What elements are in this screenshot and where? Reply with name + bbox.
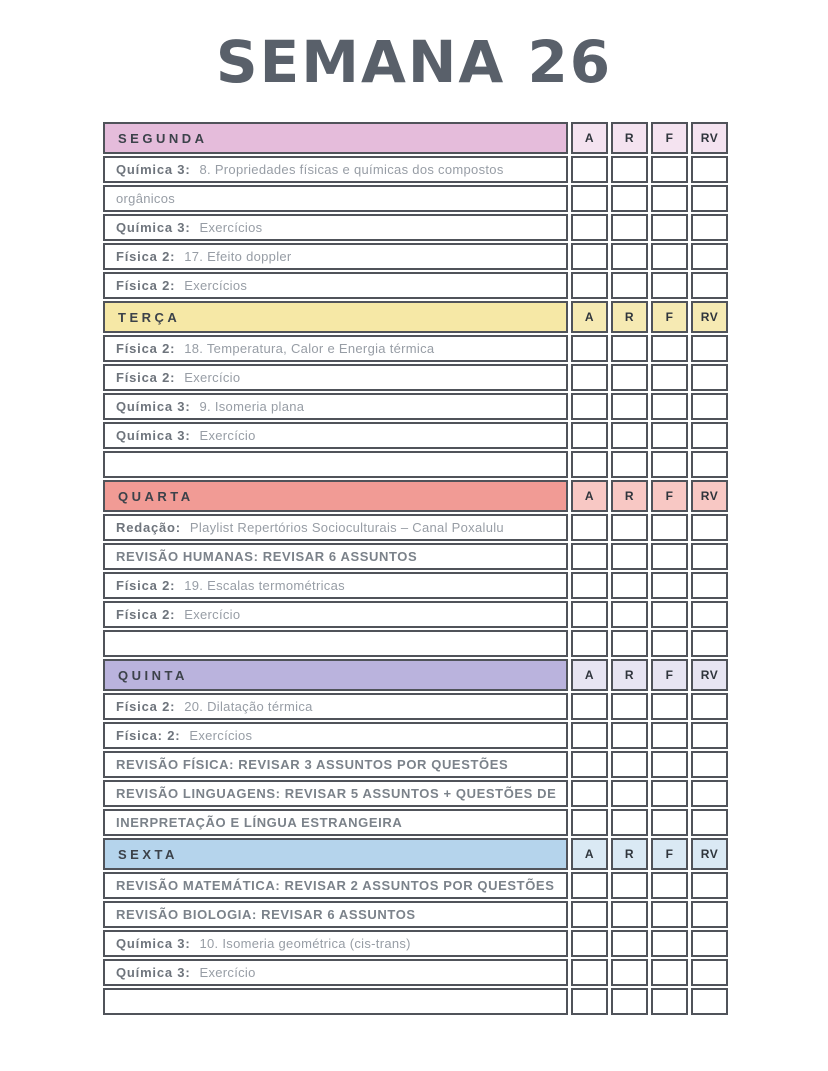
check-cell-r[interactable] <box>611 335 648 362</box>
check-cell-r[interactable] <box>611 514 648 541</box>
task-subject-label: Química 3: <box>116 936 191 951</box>
check-cell-f[interactable] <box>651 751 688 778</box>
task-text: 17. Efeito doppler <box>184 249 292 264</box>
task-subject-label: Física 2: <box>116 699 176 714</box>
check-cell-a[interactable] <box>571 901 608 928</box>
check-cell-rv[interactable] <box>691 601 728 628</box>
check-cell-a[interactable] <box>571 809 608 836</box>
check-cell-a[interactable] <box>571 214 608 241</box>
task-text: REVISÃO LINGUAGENS: REVISAR 5 ASSUNTOS + QUESTÕES DE <box>116 786 557 801</box>
check-cell-a[interactable] <box>571 959 608 986</box>
check-cell-a[interactable] <box>571 630 608 657</box>
task-subject-label: Física 2: <box>116 278 176 293</box>
check-cell-a[interactable] <box>571 451 608 478</box>
task-text: Exercício <box>184 607 241 622</box>
check-cell-a[interactable] <box>571 514 608 541</box>
check-cell-rv[interactable] <box>691 872 728 899</box>
task-subject-label: Química 3: <box>116 965 191 980</box>
task-row <box>103 364 568 391</box>
task-row <box>103 751 568 778</box>
check-column-header-r-quarta: R <box>611 480 648 512</box>
check-cell-f[interactable] <box>651 780 688 807</box>
check-cell-f[interactable] <box>651 514 688 541</box>
check-cell-a[interactable] <box>571 572 608 599</box>
check-cell-f[interactable] <box>651 988 688 1015</box>
task-text: Exercício <box>184 370 241 385</box>
day-header-segunda: SEGUNDA <box>103 122 568 154</box>
check-column-header-a-quinta: A <box>571 659 608 691</box>
task-text: 8. Propriedades físicas e químicas dos compostos <box>199 162 504 177</box>
task-text: REVISÃO HUMANAS: REVISAR 6 ASSUNTOS <box>116 549 418 564</box>
task-subject-label: Química 3: <box>116 399 191 414</box>
task-row <box>103 156 568 183</box>
day-header-quinta: QUINTA <box>103 659 568 691</box>
check-column-header-f-quinta: F <box>651 659 688 691</box>
check-cell-r[interactable] <box>611 872 648 899</box>
task-row <box>103 959 568 986</box>
check-column-header-r-segunda: R <box>611 122 648 154</box>
check-cell-rv[interactable] <box>691 630 728 657</box>
check-cell-r[interactable] <box>611 722 648 749</box>
check-column-header-f-sexta: F <box>651 838 688 870</box>
check-cell-rv[interactable] <box>691 780 728 807</box>
check-cell-r[interactable] <box>611 422 648 449</box>
check-cell-rv[interactable] <box>691 572 728 599</box>
check-cell-r[interactable] <box>611 572 648 599</box>
task-text: Exercícios <box>189 728 253 743</box>
task-row <box>103 243 568 270</box>
check-column-header-a-terca: A <box>571 301 608 333</box>
task-subject-label: Física 2: <box>116 578 176 593</box>
check-cell-rv[interactable] <box>691 901 728 928</box>
check-cell-f[interactable] <box>651 930 688 957</box>
check-cell-a[interactable] <box>571 780 608 807</box>
check-cell-r[interactable] <box>611 809 648 836</box>
check-column-header-a-segunda: A <box>571 122 608 154</box>
check-column-header-f-segunda: F <box>651 122 688 154</box>
check-cell-rv[interactable] <box>691 930 728 957</box>
task-row <box>103 572 568 599</box>
check-column-header-r-terca: R <box>611 301 648 333</box>
day-header-quarta: QUARTA <box>103 480 568 512</box>
check-cell-r[interactable] <box>611 901 648 928</box>
check-cell-f[interactable] <box>651 901 688 928</box>
task-row <box>103 335 568 362</box>
task-subject-label: Química 3: <box>116 428 191 443</box>
check-cell-a[interactable] <box>571 393 608 420</box>
check-cell-f[interactable] <box>651 272 688 299</box>
check-cell-r[interactable] <box>611 185 648 212</box>
check-cell-r[interactable] <box>611 780 648 807</box>
check-cell-rv[interactable] <box>691 364 728 391</box>
task-row <box>103 393 568 420</box>
task-subject-label: Química 3: <box>116 220 191 235</box>
check-column-header-rv-quarta: RV <box>691 480 728 512</box>
check-cell-rv[interactable] <box>691 214 728 241</box>
task-subject-label: Física 2: <box>116 249 176 264</box>
empty-row <box>103 451 568 478</box>
check-column-header-rv-terca: RV <box>691 301 728 333</box>
check-cell-f[interactable] <box>651 630 688 657</box>
check-cell-a[interactable] <box>571 272 608 299</box>
task-subject-label: Física 2: <box>116 607 176 622</box>
check-cell-f[interactable] <box>651 872 688 899</box>
task-text: Exercício <box>199 965 256 980</box>
check-column-header-rv-sexta: RV <box>691 838 728 870</box>
check-cell-rv[interactable] <box>691 722 728 749</box>
check-cell-r[interactable] <box>611 751 648 778</box>
check-cell-r[interactable] <box>611 272 648 299</box>
task-subject-label: Química 3: <box>116 162 191 177</box>
task-text: 9. Isomeria plana <box>199 399 305 414</box>
check-cell-f[interactable] <box>651 422 688 449</box>
check-cell-r[interactable] <box>611 930 648 957</box>
check-cell-rv[interactable] <box>691 243 728 270</box>
check-cell-f[interactable] <box>651 393 688 420</box>
check-cell-rv[interactable] <box>691 185 728 212</box>
check-cell-rv[interactable] <box>691 988 728 1015</box>
check-cell-r[interactable] <box>611 214 648 241</box>
check-column-header-rv-quinta: RV <box>691 659 728 691</box>
schedule-grid <box>103 122 728 1015</box>
task-row <box>103 901 568 928</box>
check-cell-f[interactable] <box>651 543 688 570</box>
check-cell-f[interactable] <box>651 572 688 599</box>
task-text: 10. Isomeria geométrica (cis-trans) <box>199 936 411 951</box>
check-cell-f[interactable] <box>651 451 688 478</box>
check-cell-r[interactable] <box>611 601 648 628</box>
check-column-header-r-quinta: R <box>611 659 648 691</box>
check-cell-a[interactable] <box>571 722 608 749</box>
check-cell-r[interactable] <box>611 543 648 570</box>
check-cell-f[interactable] <box>651 364 688 391</box>
check-cell-f[interactable] <box>651 809 688 836</box>
task-text: Exercícios <box>184 278 248 293</box>
check-cell-f[interactable] <box>651 214 688 241</box>
check-cell-a[interactable] <box>571 422 608 449</box>
day-header-terca: TERÇA <box>103 301 568 333</box>
task-text: Exercícios <box>199 220 263 235</box>
task-subject-label: Física 2: <box>116 341 176 356</box>
task-row <box>103 601 568 628</box>
task-text: REVISÃO BIOLOGIA: REVISAR 6 ASSUNTOS <box>116 907 416 922</box>
check-cell-r[interactable] <box>611 243 648 270</box>
check-column-header-a-sexta: A <box>571 838 608 870</box>
check-cell-a[interactable] <box>571 930 608 957</box>
task-subject-label: Física 2: <box>116 370 176 385</box>
check-cell-f[interactable] <box>651 335 688 362</box>
task-row <box>103 780 568 807</box>
check-cell-f[interactable] <box>651 601 688 628</box>
task-subject-label: Física: 2: <box>116 728 181 743</box>
task-row <box>103 930 568 957</box>
check-cell-a[interactable] <box>571 243 608 270</box>
task-text: Playlist Repertórios Socioculturais – Canal Poxalulu <box>189 520 504 535</box>
check-column-header-a-quarta: A <box>571 480 608 512</box>
check-cell-a[interactable] <box>571 872 608 899</box>
check-cell-rv[interactable] <box>691 809 728 836</box>
task-text: REVISÃO FÍSICA: REVISAR 3 ASSUNTOS POR QUESTÕES <box>116 757 509 772</box>
check-column-header-f-terca: F <box>651 301 688 333</box>
task-text: 19. Escalas termométricas <box>184 578 345 593</box>
day-header-sexta: SEXTA <box>103 838 568 870</box>
check-cell-a[interactable] <box>571 335 608 362</box>
check-cell-a[interactable] <box>571 601 608 628</box>
empty-row <box>103 988 568 1015</box>
empty-row <box>103 630 568 657</box>
check-cell-a[interactable] <box>571 185 608 212</box>
check-cell-a[interactable] <box>571 543 608 570</box>
check-cell-r[interactable] <box>611 156 648 183</box>
task-text: INERPRETAÇÃO E LÍNGUA ESTRANGEIRA <box>116 815 403 830</box>
task-text: REVISÃO MATEMÁTICA: REVISAR 2 ASSUNTOS POR QUESTÕES <box>116 878 555 893</box>
page-title: SEMANA 26 <box>215 28 613 96</box>
check-column-header-f-quarta: F <box>651 480 688 512</box>
task-row <box>103 214 568 241</box>
check-cell-rv[interactable] <box>691 451 728 478</box>
check-cell-r[interactable] <box>611 959 648 986</box>
check-cell-a[interactable] <box>571 693 608 720</box>
check-cell-a[interactable] <box>571 751 608 778</box>
task-row <box>103 185 568 212</box>
check-cell-r[interactable] <box>611 630 648 657</box>
task-text: 20. Dilatação térmica <box>184 699 313 714</box>
task-row <box>103 543 568 570</box>
check-cell-rv[interactable] <box>691 543 728 570</box>
check-cell-a[interactable] <box>571 364 608 391</box>
check-cell-rv[interactable] <box>691 514 728 541</box>
check-cell-rv[interactable] <box>691 156 728 183</box>
task-text: 18. Temperatura, Calor e Energia térmica <box>184 341 435 356</box>
check-column-header-rv-segunda: RV <box>691 122 728 154</box>
check-cell-rv[interactable] <box>691 393 728 420</box>
task-subject-label: Redação: <box>116 520 181 535</box>
check-cell-r[interactable] <box>611 693 648 720</box>
check-cell-f[interactable] <box>651 243 688 270</box>
task-row <box>103 722 568 749</box>
task-text: Exercício <box>199 428 256 443</box>
check-cell-rv[interactable] <box>691 335 728 362</box>
task-row <box>103 693 568 720</box>
check-cell-a[interactable] <box>571 156 608 183</box>
check-cell-r[interactable] <box>611 988 648 1015</box>
check-cell-f[interactable] <box>651 722 688 749</box>
check-cell-r[interactable] <box>611 393 648 420</box>
check-cell-f[interactable] <box>651 156 688 183</box>
task-text: orgânicos <box>116 191 176 206</box>
check-cell-f[interactable] <box>651 693 688 720</box>
check-cell-rv[interactable] <box>691 272 728 299</box>
check-column-header-r-sexta: R <box>611 838 648 870</box>
check-cell-rv[interactable] <box>691 959 728 986</box>
task-row <box>103 514 568 541</box>
check-cell-rv[interactable] <box>691 751 728 778</box>
check-cell-rv[interactable] <box>691 693 728 720</box>
check-cell-f[interactable] <box>651 185 688 212</box>
task-row <box>103 272 568 299</box>
task-row <box>103 872 568 899</box>
check-cell-rv[interactable] <box>691 422 728 449</box>
check-cell-a[interactable] <box>571 988 608 1015</box>
task-row <box>103 809 568 836</box>
check-cell-f[interactable] <box>651 959 688 986</box>
task-row <box>103 422 568 449</box>
check-cell-r[interactable] <box>611 451 648 478</box>
check-cell-r[interactable] <box>611 364 648 391</box>
